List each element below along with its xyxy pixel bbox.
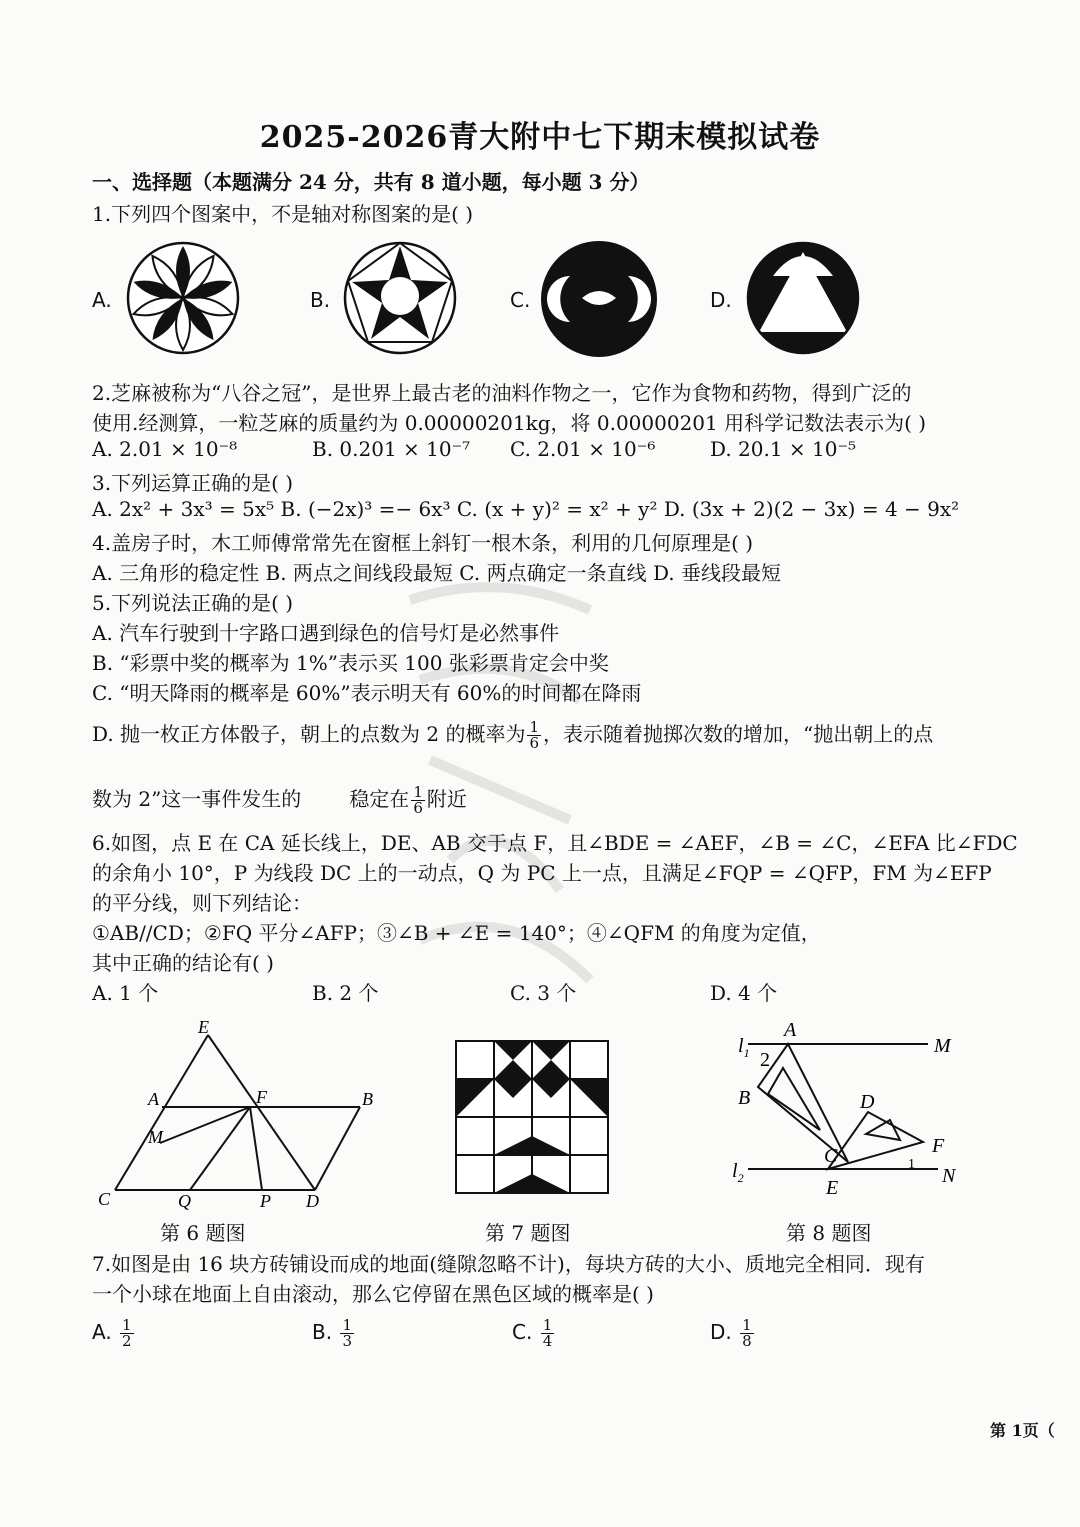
fig8-label-N: N — [942, 1165, 956, 1187]
q2-option-d: D. 20.1 × 10⁻⁵ — [710, 437, 857, 461]
fig8-label-B: B — [738, 1087, 751, 1109]
fig6-label-E: E — [198, 1017, 209, 1037]
fraction-one-sixth: $\frac{1}{6}$ — [529, 718, 540, 752]
q1-option-d-label: D. — [710, 288, 732, 312]
fig8-label-M: M — [934, 1035, 951, 1057]
q1-stem: 1.下列四个图案中，不是轴对称图案的是( ) — [92, 202, 474, 226]
q7-option-a: A. $\frac{1}{2}$ — [92, 1316, 132, 1350]
q5-option-d-pre: D. 抛一枚正方体骰子，朝上的点数为 2 的概率为 — [92, 722, 526, 746]
figure-7-tiles — [455, 1040, 609, 1194]
q6-option-b: B. 2 个 — [312, 981, 379, 1005]
fig6-label-M: M — [148, 1127, 163, 1147]
page-number: 第 1页（ — [990, 1421, 1055, 1440]
fig6-label-Q: Q — [178, 1191, 191, 1211]
q2-option-a: A. 2.01 × 10⁻⁸ — [92, 437, 238, 461]
q6-option-c: C. 3 个 — [510, 981, 577, 1005]
page-title: 2025-2026青大附中七下期末模拟试卷 — [259, 120, 821, 155]
q4-stem: 4.盖房子时，木工师傅常常先在窗框上斜钉一根木条，利用的几何原理是( ) — [92, 531, 754, 555]
q4-options: A. 三角形的稳定性 B. 两点之间线段最短 C. 两点确定一条直线 D. 垂线段最短 — [92, 561, 781, 585]
fig8-label-l1: $l_1$ — [738, 1035, 750, 1060]
q1-option-c-label: C. — [510, 288, 531, 312]
q7-option-d: D. $\frac{1}{8}$ — [710, 1316, 752, 1350]
section-heading: 一、选择题（本题满分 24 分，共有 8 道小题，每小题 3 分） — [92, 170, 650, 194]
q6-line4: ①AB//CD；②FQ 平分∠AFP；③∠B + ∠E = 140°；④∠QFM 的角度为定值， — [92, 921, 821, 945]
q5-option-c: C. “明天降雨的概率是 60%”表示明天有 60%的时间都在降雨 — [92, 681, 642, 705]
fraction-one-sixth-2: $\frac{1}{6}$ — [413, 783, 423, 817]
q5-option-d-line2: 数为 2”这一事件发生的 稳定在 $\frac{1}{6}$ 附近 — [92, 783, 467, 817]
fig6-label-P: P — [260, 1191, 271, 1211]
q1-figure-b — [342, 240, 458, 356]
q1-figure-a — [125, 240, 241, 356]
figure-7-caption: 第 7 题图 — [485, 1221, 571, 1245]
q5-option-b: B. “彩票中奖的概率为 1%”表示买 100 张彩票肯定会中奖 — [92, 651, 609, 675]
fig8-label-E: E — [826, 1177, 839, 1199]
fig6-label-F: F — [256, 1087, 267, 1107]
figure-8-caption: 第 8 题图 — [786, 1221, 872, 1245]
q6-line3: 的平分线，则下列结论： — [92, 891, 312, 915]
q6-option-a: A. 1 个 — [92, 981, 159, 1005]
q5-option-d-post: ，表示随着抛掷次数的增加，“抛出朝上的点 — [543, 722, 934, 746]
q5-stem: 5.下列说法正确的是( ) — [92, 591, 294, 615]
figure-6-caption: 第 6 题图 — [160, 1221, 246, 1245]
q1-figure-c — [540, 240, 658, 358]
q7-line2: 一个小球在地面上自由滚动，那么它停留在黑色区域的概率是( ) — [92, 1282, 654, 1306]
q1-option-a-label: A. — [92, 288, 112, 312]
q6-line5: 其中正确的结论有( ) — [92, 951, 274, 975]
fig8-label-C: C — [824, 1145, 838, 1167]
fig8-label-angle1: 1 — [908, 1157, 915, 1172]
q6-line1: 6.如图，点 E 在 CA 延长线上，DE、AB 交于点 F，且∠BDE = ∠AEF，∠B = ∠C，∠EFA 比∠FDC — [92, 831, 1018, 855]
fig6-label-B: B — [362, 1089, 373, 1109]
q6-line2: 的余角小 10°，P 为线段 DC 上的一动点，Q 为 PC 上一点，且满足∠FQP = ∠QFP，FM 为∠EFP — [92, 861, 992, 885]
figure-6-diagram — [90, 1015, 390, 1215]
q3-stem: 3.下列运算正确的是( ) — [92, 471, 294, 495]
fig8-label-angle2: 2 — [760, 1049, 770, 1071]
q5-option-a: A. 汽车行驶到十字路口遇到绿色的信号灯是必然事件 — [92, 621, 560, 645]
q3-options: A. 2x² + 3x³ = 5x⁵ B. (−2x)³ =− 6x³ C. (x + y)² = x² + y² D. (3x + 2)(2 − 3x) = 4 − 9x² — [92, 497, 960, 521]
q2-line1: 2.芝麻被称为“八谷之冠”，是世界上最古老的油料作物之一，它作为食物和药物，得到广泛的 — [92, 381, 912, 405]
fig8-label-F: F — [932, 1135, 945, 1157]
q6-option-d: D. 4 个 — [710, 981, 778, 1005]
fig6-label-D: D — [306, 1191, 319, 1211]
q5-option-d — [92, 718, 933, 751]
q2-line2: 使用.经测算，一粒芝麻的质量约为 0.00000201kg，将 0.00000201 用科学记数法表示为( ) — [92, 411, 927, 435]
q7-line1: 7.如图是由 16 块方砖铺设而成的地面(缝隙忽略不计)，每块方砖的大小、质地完全相同．现有 — [92, 1252, 925, 1276]
q1-figure-d — [745, 240, 861, 356]
q2-option-b: B. 0.201 × 10⁻⁷ — [312, 437, 471, 461]
fig6-label-A: A — [148, 1089, 159, 1109]
q2-option-c: C. 2.01 × 10⁻⁶ — [510, 437, 656, 461]
fig8-label-A: A — [784, 1019, 797, 1041]
fig6-label-C: C — [98, 1189, 111, 1209]
figure-8-diagram — [728, 1012, 978, 1207]
q7-option-b: B. $\frac{1}{3}$ — [312, 1316, 352, 1350]
q7-option-c: C. $\frac{1}{4}$ — [512, 1316, 553, 1350]
fig8-label-D: D — [860, 1091, 875, 1113]
q1-option-b-label: B. — [310, 288, 331, 312]
fig8-label-l2: $l_2$ — [732, 1160, 744, 1185]
